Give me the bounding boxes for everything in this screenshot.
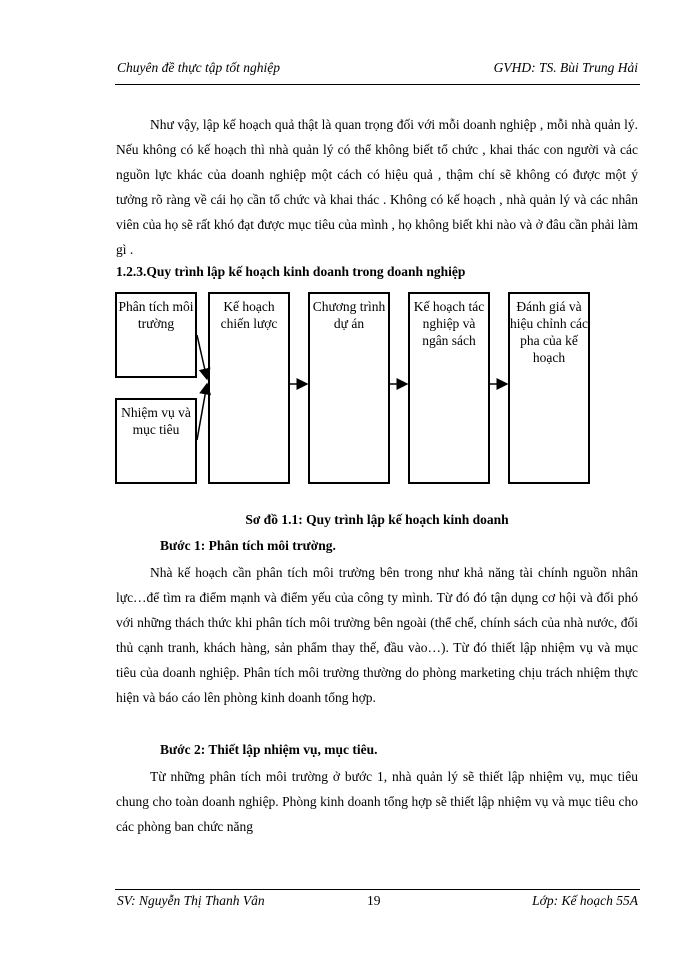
header-advisor: GVHD: TS. Bùi Trung Hải <box>493 60 638 75</box>
page-footer <box>115 889 640 910</box>
box-mission-goals: Nhiệm vụ và mục tiêu <box>115 398 197 484</box>
paragraph-3-text: Từ những phân tích môi trường ở bước 1, nhà quản lý sẽ thiết lập nhiệm vụ, mục tiêu chung cho toàn doanh nghiệp. Phòng kinh doanh tổng hợp sẽ thiết lập nhiệm vụ và mục tiêu cho các phòng ban chức năng <box>116 769 638 834</box>
arrow-environment-to-strategy <box>197 335 207 379</box>
box-evaluation-adjustment: Đánh giá và hiệu chỉnh các pha của kế hoạch <box>508 292 590 484</box>
arrow-mission-to-strategy <box>197 384 207 440</box>
step-1-title: Bước 1: Phân tích môi trường. <box>160 538 336 553</box>
box-strategic-plan: Kế hoạch chiến lược <box>208 292 290 484</box>
paragraph-2-text: Nhà kế hoạch cần phân tích môi trường bên trong như khả năng tài chính nguồn nhân lực…để tìm ra điểm mạnh và điểm yếu của công ty mình. Từ đó đó tận dụng cơ hội và đối phó với những thách thức khi phân tích môi trường bên ngoài (thể chế, chính sách của nhà nước, đối thủ cạnh tranh, khách hàng, sản phẩm thay thế, đầu vào…). Từ đó thiết lập nhiệm vụ và mục tiêu của doanh nghiệp. Phân tích môi trường thường do phòng marketing chịu trách nhiệm thực hiện và báo cáo lên phòng kinh doanh tổng hợp. <box>116 565 638 705</box>
section-heading: 1.2.3.Quy trình lập kế hoạch kinh doanh trong doanh nghiệp <box>116 264 466 279</box>
box-operational-plan-budget: Kế hoạch tác nghiệp và ngân sách <box>408 292 490 484</box>
paragraph-1-text: Như vậy, lập kế hoạch quả thật là quan trọng đối với mỗi doanh nghiệp , mỗi nhà quản lý. Nếu không có kế hoạch thì nhà quản lý có thể không biết tổ chức , khai thác con người và các nguồn lực khác của doanh nghiệp một cách có hiệu quả , thậm chí sẽ không có được một ý tưởng rõ ràng về cái họ cần tổ chức và khai thác . Không có kế hoạch , nhà quản lý và các nhân viên của họ sẽ rất khó đạt được mục tiêu của mình , họ không biết khi nào và ở đâu cần phải làm gì . <box>116 117 638 257</box>
paragraph-step-2 <box>116 764 638 839</box>
footer-student: SV: Nguyễn Thị Thanh Vân <box>117 893 265 908</box>
footer-class: Lớp: Kế hoạch 55A <box>532 893 638 908</box>
paragraph-step-1 <box>116 560 638 710</box>
box-project-program: Chương trình dự án <box>308 292 390 484</box>
step-2-title: Bước 2: Thiết lập nhiệm vụ, mục tiêu. <box>160 742 378 757</box>
header-document-title: Chuyên đề thực tập tốt nghiệp <box>117 60 280 75</box>
footer-page-number: 19 <box>367 893 381 908</box>
diagram-caption: Sơ đồ 1.1: Quy trình lập kế hoạch kinh doanh <box>245 512 509 527</box>
box-environment-analysis: Phân tích môi trường <box>115 292 197 378</box>
